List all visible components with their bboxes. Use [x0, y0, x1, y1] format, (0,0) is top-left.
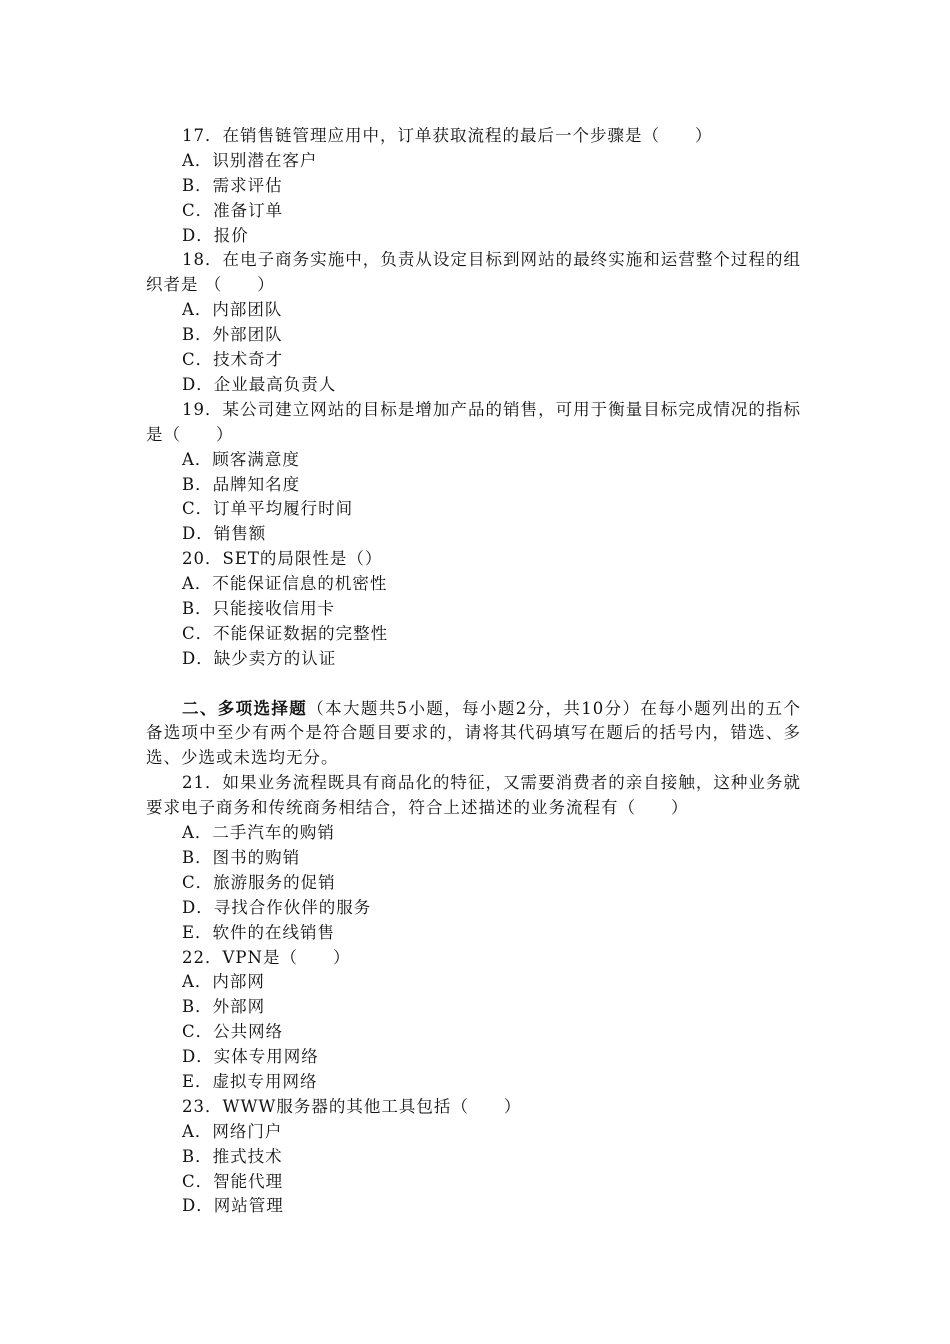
section-gap: [146, 672, 801, 697]
question-19-option-a: A．顾客满意度: [182, 449, 300, 469]
question-22-option-d: D．实体专用网络: [182, 1047, 319, 1067]
question-22-option-e: E．虚拟专用网络: [182, 1071, 318, 1091]
question-23-option-d: D．网站管理: [182, 1196, 284, 1216]
question-17-stem: 17．在销售链管理应用中，订单获取流程的最后一个步骤是（ ）: [182, 126, 713, 145]
question-18-option-a: A．内部团队: [182, 300, 283, 320]
question-18-option-b: B．外部团队: [182, 325, 283, 345]
section-2-header: [146, 697, 801, 772]
question-17-option-a: A．识别潜在客户: [182, 150, 318, 170]
section-2-instructions: （本大题共5小题，每小题2分，共10分）在每小题列出的五个备选项中至少有两个是符合题目要求的，请将其代码填写在题后的括号内，错选、多选、少选或未选均无分。: [146, 698, 802, 768]
question-22-stem: 22．VPN是（ ）: [182, 947, 351, 967]
question-23-stem: 23．WWW服务器的其他工具包括（ ）: [182, 1096, 522, 1116]
question-22-option-b: B．外部网: [182, 997, 266, 1017]
question-19-stem: 19．某公司建立网站的目标是增加产品的销售，可用于衡量目标完成情况的指标是（ ）: [146, 399, 801, 444]
section-2-title: 二、多项选择题: [182, 698, 308, 718]
question-21-option-d: D．寻找合作伙伴的服务: [182, 897, 372, 917]
question-21-option-c: C．旅游服务的促销: [182, 872, 336, 892]
question-21-option-e: E．软件的在线销售: [182, 922, 336, 942]
question-21-option-a: A．二手汽车的购销: [182, 823, 335, 843]
question-18-stem: 18．在电子商务实施中，负责从设定目标到网站的最终实施和运营整个过程的组织者是 （ ）: [146, 250, 801, 295]
question-20-stem: 20．SET的局限性是（）: [182, 549, 383, 569]
question-22-option-c: C．公共网络: [182, 1022, 284, 1042]
question-17-option-b: B．需求评估: [182, 175, 283, 195]
question-18-option-d: D．企业最高负责人: [182, 374, 337, 394]
question-17-option-c: C．准备订单: [182, 200, 284, 220]
question-20-option-c: C．不能保证数据的完整性: [182, 623, 389, 643]
question-22-option-a: A．内部网: [182, 972, 265, 992]
question-17-option-d: D．报价: [182, 225, 249, 245]
document-page: [146, 124, 801, 1219]
question-19-option-c: C．订单平均履行时间: [182, 499, 354, 519]
question-23-option-b: B．推式技术: [182, 1146, 283, 1166]
question-21-option-b: B．图书的购销: [182, 847, 301, 867]
question-23-option-c: C．智能代理: [182, 1171, 284, 1191]
question-21-stem: 21．如果业务流程既具有商品化的特征，又需要消费者的亲自接触，这种业务就要求电子商务和传统商务相结合，符合上述描述的业务流程有（ ）: [146, 773, 801, 818]
question-19-option-d: D．销售额: [182, 524, 267, 544]
question-18-option-c: C．技术奇才: [182, 350, 284, 370]
question-23-option-a: A．网络门户: [182, 1121, 283, 1141]
question-20-option-a: A．不能保证信息的机密性: [182, 574, 388, 594]
question-20-option-b: B．只能接收信用卡: [182, 598, 336, 618]
question-20-option-d: D．缺少卖方的认证: [182, 648, 337, 668]
question-19-option-b: B．品牌知名度: [182, 474, 301, 494]
